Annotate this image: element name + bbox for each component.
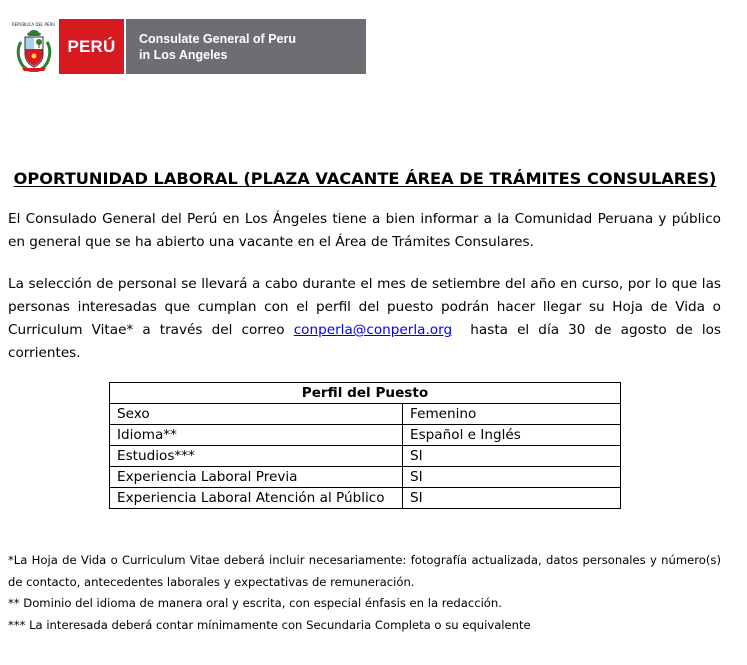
intro-paragraph: El Consulado General del Perú en Los Ángeles tiene a bien informar a la Comunidad Peruana y público en general que se ha abierto una vacante en el Área de Trámites Consulares. bbox=[8, 211, 721, 250]
table-cell-field: Estudios*** bbox=[110, 446, 403, 467]
peru-red-badge bbox=[59, 19, 124, 74]
crest-caption: REPÚBLICA DEL PERÚ bbox=[11, 22, 56, 27]
consulate-name-line-2: in Los Angeles bbox=[139, 47, 228, 62]
table-row bbox=[110, 404, 621, 425]
selection-text-before-email: La selección de personal se llevará a cabo durante el mes de setiembre del año en curso, por lo que las personas interesadas que cumplan con el perfil del puesto podrán hacer llegar su Hoja de Vida o Curriculum Vitae* a través del correo bbox=[8, 276, 721, 338]
page-title: OPORTUNIDAD LABORAL (PLAZA VACANTE ÁREA DE TRÁMITES CONSULARES) bbox=[13, 169, 717, 188]
table-cell-field: Sexo bbox=[110, 404, 403, 425]
table-row bbox=[110, 467, 621, 488]
footnote-education: *** La interesada deberá contar mínimamente con Secundaria Completa o su equivalente bbox=[8, 617, 531, 632]
table-cell-field: Experiencia Laboral Atención al Público bbox=[110, 488, 403, 509]
consulate-name-line-1: Consulate General of Peru bbox=[139, 31, 296, 46]
footnotes bbox=[8, 550, 721, 636]
table-cell-field: Idioma** bbox=[110, 425, 403, 446]
coat-of-arms-block bbox=[8, 19, 59, 74]
peru-label: PERÚ bbox=[67, 36, 116, 56]
email-link[interactable]: conperla@conperla.org bbox=[293, 322, 453, 338]
table-cell-value: SI bbox=[403, 467, 621, 488]
footnote-language: ** Dominio del idioma de manera oral y escrita, con especial énfasis en la redacción. bbox=[8, 596, 502, 610]
table-row bbox=[110, 446, 621, 467]
consulate-name-block bbox=[124, 19, 366, 74]
table-header: Perfil del Puesto bbox=[110, 383, 621, 404]
selection-paragraph bbox=[8, 273, 726, 365]
table-cell-field: Experiencia Laboral Previa bbox=[110, 467, 403, 488]
consulate-logo-header bbox=[8, 19, 366, 74]
selection-text-after-email: hasta el día 30 de agosto de los corrientes. bbox=[8, 322, 726, 361]
table-row bbox=[110, 425, 621, 446]
table-row bbox=[110, 488, 621, 509]
coat-of-arms-icon bbox=[14, 28, 54, 72]
table-cell-value: SI bbox=[403, 488, 621, 509]
job-profile-table bbox=[109, 382, 621, 509]
table-header-row bbox=[110, 383, 621, 404]
table-cell-value: Español e Inglés bbox=[403, 425, 621, 446]
table-cell-value: Femenino bbox=[403, 404, 621, 425]
table-cell-value: SI bbox=[403, 446, 621, 467]
footnote-cv-requirements: *La Hoja de Vida o Curriculum Vitae deberá incluir necesariamente: fotografía actualizada, datos personales y número(s) de contacto, antecedentes laborales y expectativas de remuneración. bbox=[8, 553, 721, 589]
